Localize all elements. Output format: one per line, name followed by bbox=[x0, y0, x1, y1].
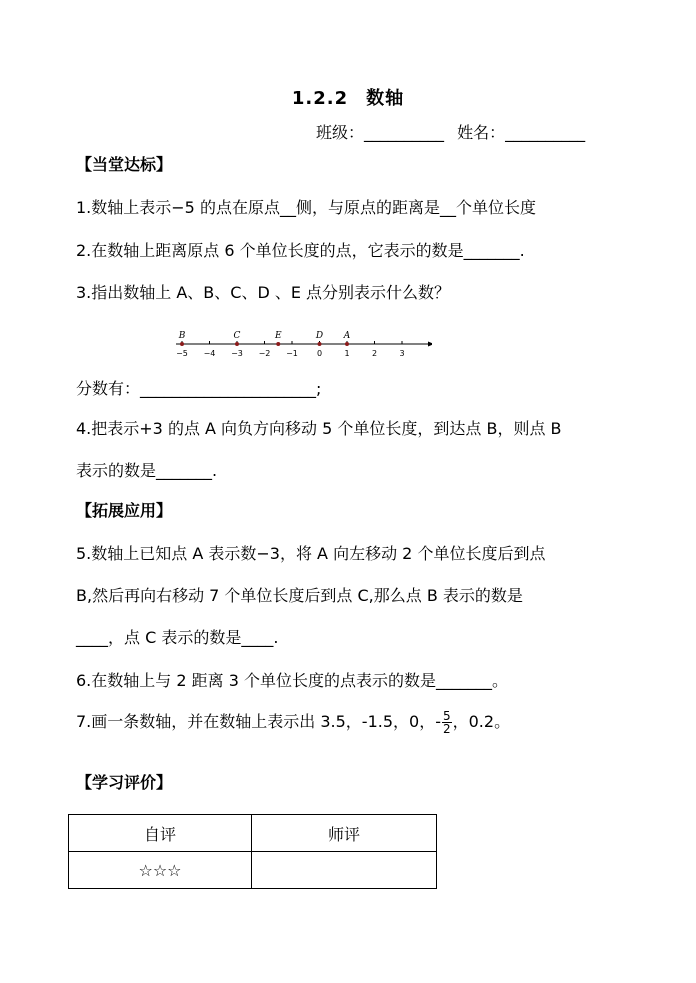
number-line-point bbox=[345, 342, 349, 346]
section-heading-in-class: 【当堂达标】 bbox=[76, 155, 173, 174]
fraction bbox=[442, 710, 452, 735]
teacher-rating-cell[interactable] bbox=[252, 852, 437, 889]
evaluation-rating-row bbox=[69, 852, 437, 889]
number-line-tick-label: 0 bbox=[316, 349, 323, 358]
number-line-tick-label: −4 bbox=[203, 349, 216, 358]
number-line-tick-label: −3 bbox=[231, 349, 243, 358]
number-line-point-label: D bbox=[315, 331, 324, 341]
number-line-arrow bbox=[428, 342, 432, 347]
question-3: 3.指出数轴上 A、B、C、D 、E 点分别表示什么数？ bbox=[76, 283, 451, 302]
self-eval-header: 自评 bbox=[69, 815, 252, 852]
question-1: 1.数轴上表示−5 的点在原点__侧，与原点的距离是__个单位长度 bbox=[76, 198, 536, 217]
class-name-line bbox=[316, 120, 585, 143]
question-7-text: 7.画一条数轴，并在数轴上表示出 3.5，-1.5，0，- bbox=[76, 712, 441, 731]
question-7 bbox=[76, 709, 510, 735]
number-line-tick-label: 2 bbox=[371, 349, 378, 358]
class-label: 班级： bbox=[316, 123, 365, 142]
class-blank[interactable]: __________ bbox=[364, 123, 445, 142]
number-line-point bbox=[318, 342, 322, 346]
name-label: 姓名： bbox=[457, 123, 506, 142]
number-line-tick-label: 3 bbox=[399, 349, 405, 358]
section-heading-extension: 【拓展应用】 bbox=[76, 501, 173, 520]
question-3-answer-line: 分数有：______________________; bbox=[76, 379, 322, 398]
page-title bbox=[0, 84, 696, 110]
question-5-line-3: ____，点 C 表示的数是____. bbox=[76, 628, 279, 647]
section-heading-evaluation: 【学习评价】 bbox=[76, 773, 173, 792]
number-line-tick-label: 1 bbox=[344, 349, 350, 358]
number-line-tick-label: −2 bbox=[258, 349, 271, 358]
number-line-point-label: A bbox=[343, 331, 351, 341]
question-2: 2.在数轴上距离原点 6 个单位长度的点，它表示的数是_______. bbox=[76, 241, 525, 260]
question-6: 6.在数轴上与 2 距离 3 个单位长度的点表示的数是_______。 bbox=[76, 671, 508, 690]
number-line-point-label: B bbox=[178, 331, 186, 341]
fraction-denominator: 2 bbox=[442, 722, 451, 736]
question-7-tail: ，0.2。 bbox=[452, 712, 511, 731]
evaluation-header-row bbox=[69, 815, 437, 852]
teacher-eval-header: 师评 bbox=[252, 815, 437, 852]
number-line-point-label: E bbox=[274, 331, 282, 341]
title-number: 1.2.2 bbox=[291, 88, 349, 109]
question-4-line-1: 4.把表示+3 的点 A 向负方向移动 5 个单位长度，到达点 B，则点 B bbox=[76, 419, 562, 438]
number-line-point-label: C bbox=[233, 331, 241, 341]
title-name: 数轴 bbox=[366, 88, 405, 109]
number-line-point bbox=[276, 342, 280, 346]
question-4-line-2: 表示的数是_______. bbox=[76, 461, 218, 480]
number-line-figure bbox=[170, 328, 432, 362]
number-line-tick-label: −1 bbox=[286, 349, 298, 358]
number-line-tick-label: −5 bbox=[176, 349, 188, 358]
question-5-line-1: 5.数轴上已知点 A 表示数−3，将 A 向左移动 2 个单位长度后到点 bbox=[76, 544, 546, 563]
number-line-point bbox=[235, 342, 239, 346]
number-line-point bbox=[180, 342, 184, 346]
fraction-numerator: 5 bbox=[442, 709, 451, 723]
question-5-line-2: B,然后再向右移动 7 个单位长度后到点 C,那么点 B 表示的数是 bbox=[76, 586, 523, 605]
self-rating-stars[interactable]: ☆☆☆ bbox=[69, 852, 252, 889]
evaluation-table bbox=[68, 814, 437, 889]
name-blank[interactable]: __________ bbox=[505, 123, 586, 142]
